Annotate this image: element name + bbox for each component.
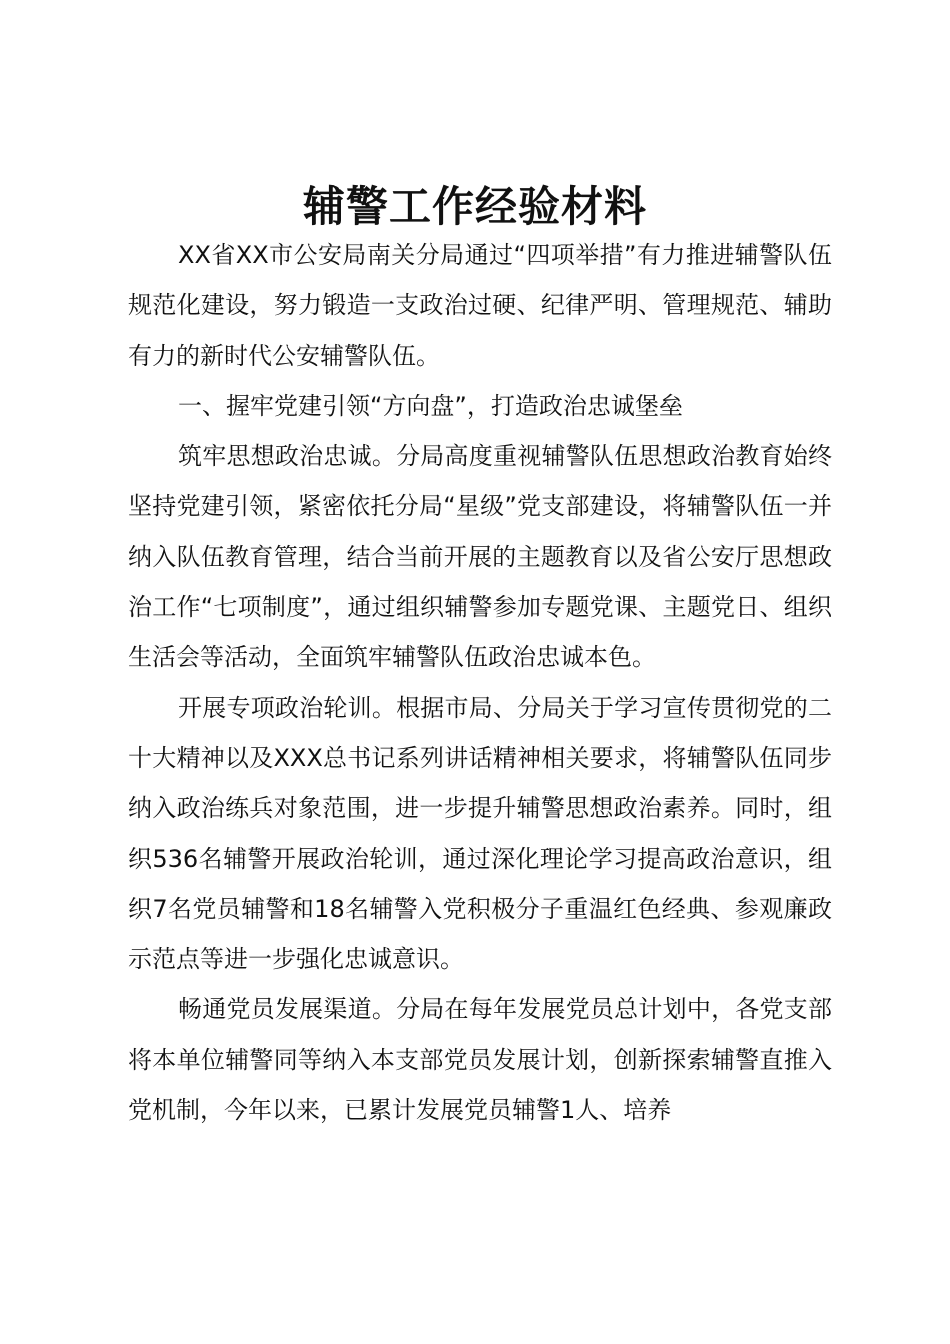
paragraph-political-loyalty: 筑牢思想政治忠诚。分局高度重视辅警队伍思想政治教育始终坚持党建引领，紧密依托分局“星级”党支部建设，将辅警队伍一并纳入队伍教育管理，结合当前开展的主题教育以及省公安厅思想政治工作“七项制度”，通过组织辅警参加专题党课、主题党日、组织生活会等活动，全面筑牢辅警队伍政治忠诚本色。 — [128, 442, 832, 672]
document-body — [128, 230, 832, 1135]
paragraph-political-training: 开展专项政治轮训。根据市局、分局关于学习宣传贯彻党的二十大精神以及XXX总书记系列讲话精神相关要求，将辅警队伍同步纳入政治练兵对象范围，进一步提升辅警思想政治素养。同时，组织536名辅警开展政治轮训，通过深化理论学习提高政治意识，组织7名党员辅警和18名辅警入党积极分子重温红色经典、参观廉政示范点等进一步强化忠诚意识。 — [128, 693, 832, 974]
document-title: 辅警工作经验材料 — [302, 182, 647, 231]
section-heading: 一、握牢党建引领“方向盘”，打造政治忠诚堡垒 — [178, 391, 683, 420]
paragraph-intro: XX省XX市公安局南关分局通过“四项举措”有力推进辅警队伍规范化建设，努力锻造一支政治过硬、纪律严明、管理规范、辅助有力的新时代公安辅警队伍。 — [128, 241, 832, 370]
paragraph-party-development: 畅通党员发展渠道。分局在每年发展党员总计划中，各党支部将本单位辅警同等纳入本支部党员发展计划，创新探索辅警直推入党机制，今年以来，已累计发展党员辅警1人、培养 — [128, 995, 832, 1125]
